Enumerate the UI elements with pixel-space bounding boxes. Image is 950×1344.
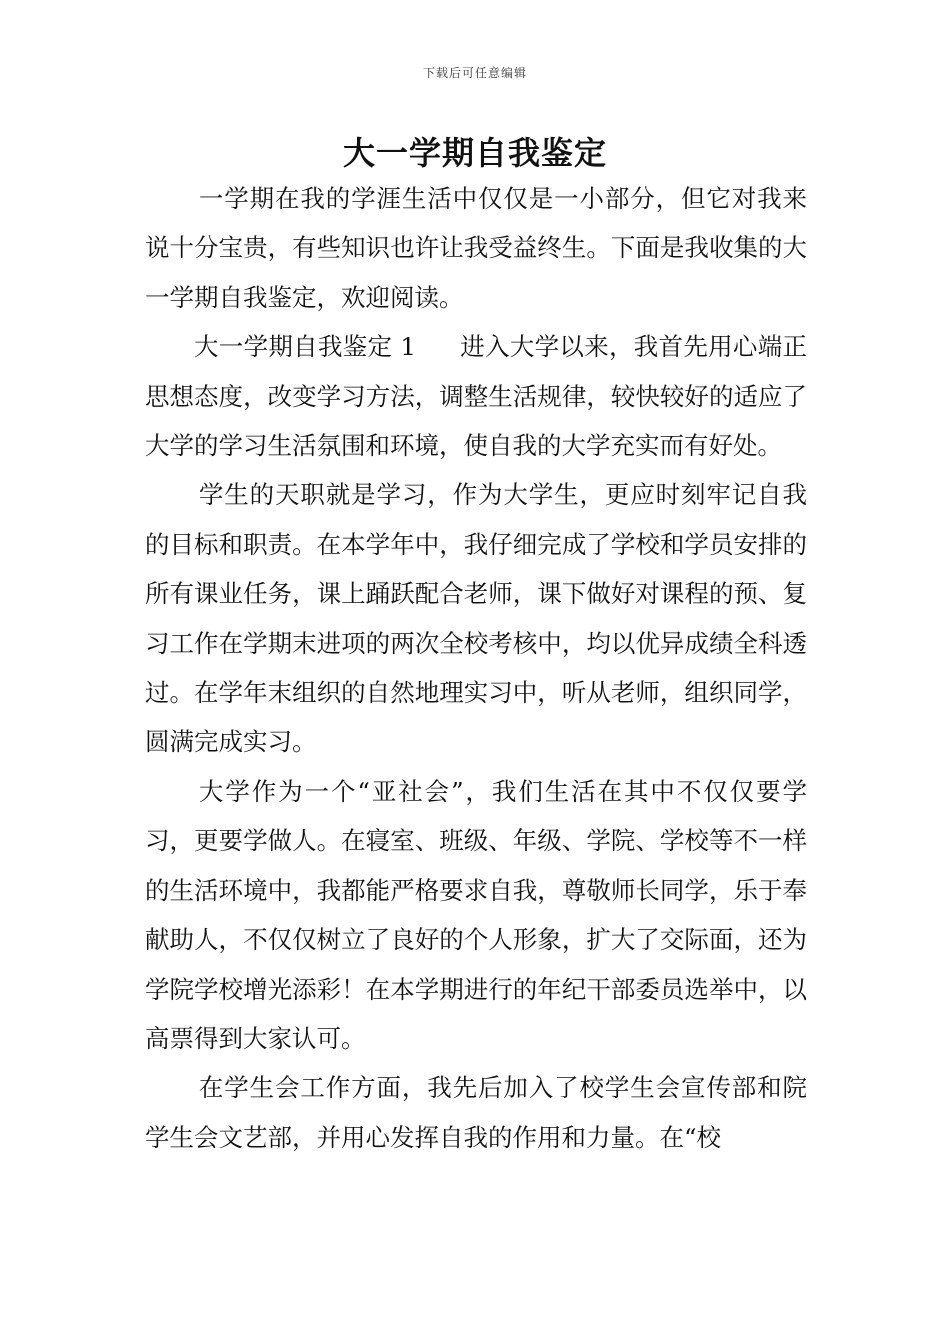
body-paragraph-society: 大学作为一个“亚社会”，我们生活在其中不仅仅要学习，更要学做人。在寝室、班级、年级、学院、学校等不一样的生活环境中，我都能严格要求自我，尊敬师长同学，乐于奉献助人，不仅仅树立了良好的个人形象，扩大了交际面，还为学院学校增光添彩！在本学期进行的年纪干部委员选举中，以高票得到大家认可。: [145, 776, 807, 1053]
section-1-heading: 大一学期自我鉴定 1: [194, 332, 416, 362]
intro-paragraph: 一学期在我的学涯生活中仅仅是一小部分，但它对我来说十分宝贵，有些知识也许让我受益终生。下面是我收集的大一学期自我鉴定，欢迎阅读。: [145, 184, 807, 312]
section-1-text: 进入大学以来，我首先用心端正思想态度，改变学习方法，调整生活规律，较快较好的适应了大学的学习生活氛围和环境，使自我的大学充实而有好处。: [145, 332, 807, 461]
header-note: 下载后可任意编辑: [422, 66, 527, 80]
body-paragraph-study: 学生的天职就是学习，作为大学生，更应时刻牢记自我的目标和职责。在本学年中，我仔细完成了学校和学员安排的所有课业任务，课上踊跃配合老师，课下做好对课程的预、复习工作在学期末进项的两次全校考核中，均以优异成绩全科透过。在学年末组织的自然地理实习中，听从老师，组织同学，圆满完成实习。: [145, 480, 807, 757]
body-paragraph-student-union: 在学生会工作方面，我先后加入了校学生会宣传部和院学生会文艺部，并用心发挥自我的作用和力量。在“校: [145, 1073, 807, 1152]
section-1-paragraph: [145, 322, 807, 470]
document-title: 大一学期自我鉴定: [342, 134, 607, 172]
document-body: [145, 174, 807, 1162]
